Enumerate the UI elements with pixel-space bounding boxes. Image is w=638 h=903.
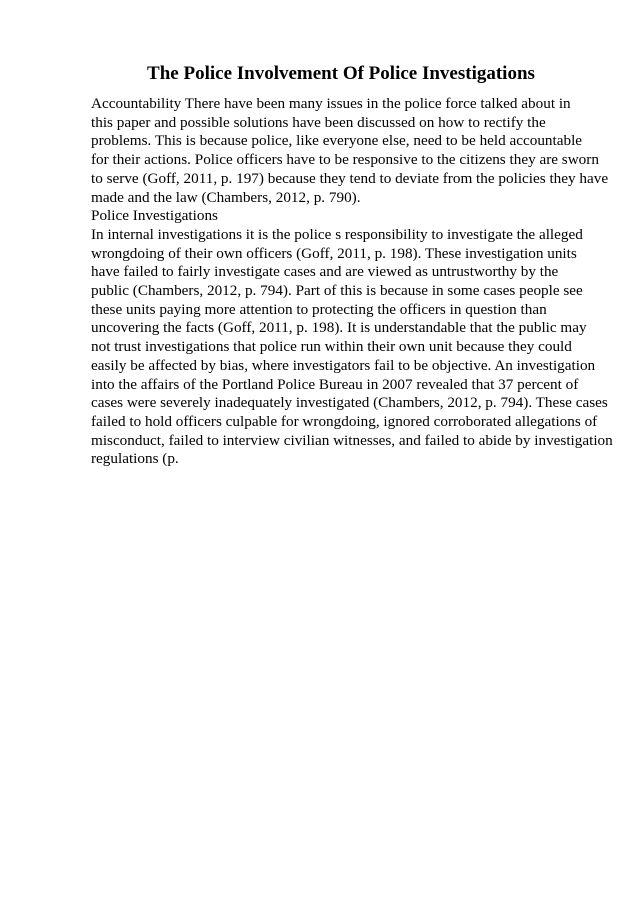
body-line: wrongdoing of their own officers (Goff, 2011, p. 198). These investigation units [91,244,577,262]
body-line: into the affairs of the Portland Police Bureau in 2007 revealed that 37 percent of [91,375,579,393]
body-line: misconduct, failed to interview civilian witnesses, and failed to abide by investigation [91,431,613,449]
body-line: these units paying more attention to protecting the officers in question than [91,300,547,318]
body-line: public (Chambers, 2012, p. 794). Part of this is because in some cases people see [91,282,583,300]
body-line: In internal investigations it is the police s responsibility to investigate the alleged [91,225,583,243]
section-heading: Police Investigations [91,207,218,225]
body-line: to serve (Goff, 2011, p. 197) because they tend to deviate from the policies they have [91,169,609,187]
body-line: failed to hold officers culpable for wrongdoing, ignored corroborated allegations of [91,412,598,430]
body-line: uncovering the facts (Goff, 2011, p. 198). It is understandable that the public may [91,319,587,337]
body-line: Accountability There have been many issues in the police force talked about in [91,95,571,112]
body-line: for their actions. Police officers have to be responsive to the citizens they are sworn [91,151,599,169]
document-title: The Police Involvement Of Police Investigations [147,63,535,84]
body-line: made and the law (Chambers, 2012, p. 790). [91,188,361,206]
body-line: regulations (p. [91,450,179,468]
body-line: cases were severely inadequately investigated (Chambers, 2012, p. 794). These cases [91,394,608,412]
body-line: easily be affected by bias, where investigators fail to be objective. An investigation [91,356,596,374]
body-line: problems. This is because police, like everyone else, need to be held accountable [91,132,583,150]
body-line: not trust investigations that police run within their own unit because they could [91,338,572,356]
body-line: this paper and possible solutions have been discussed on how to rectify the [91,113,546,131]
body-line: have failed to fairly investigate cases and are viewed as untrustworthy by the [91,263,559,281]
document-body [91,95,631,469]
